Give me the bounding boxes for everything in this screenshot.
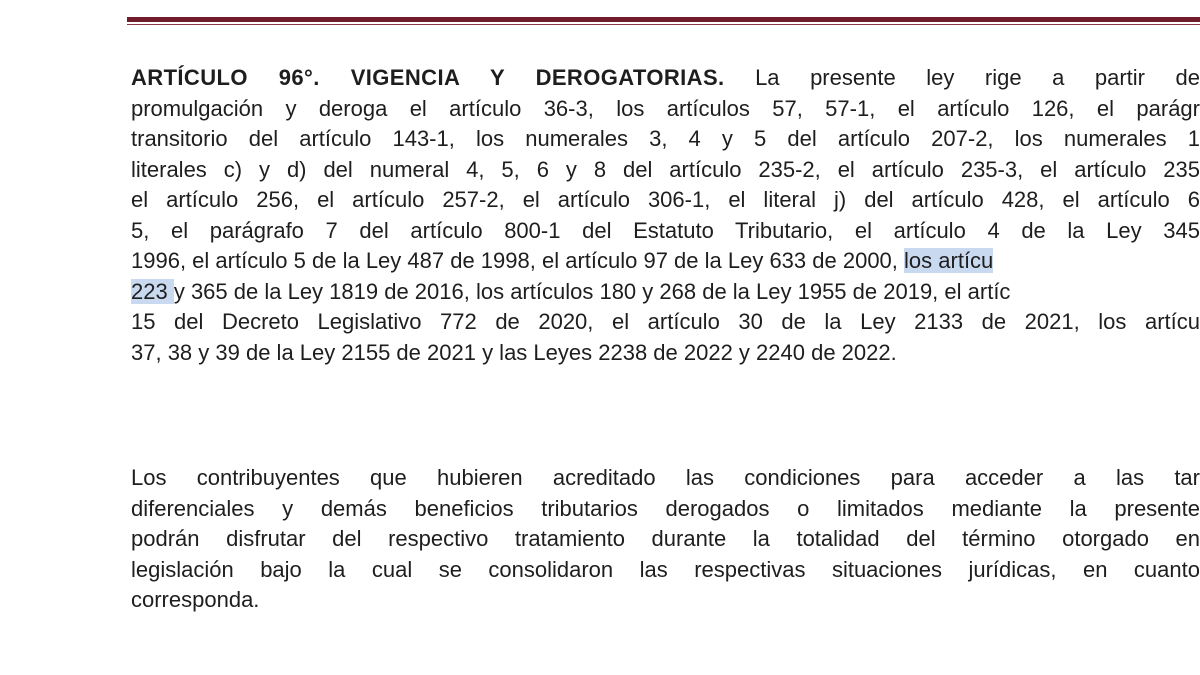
text-selection-highlight[interactable]: los artícu bbox=[904, 248, 994, 273]
paragraph-line: legislación bajo la cual se consolidaron las respectivas situaciones jurídicas, en cuanto bbox=[131, 556, 1200, 582]
article-heading: ARTÍCULO 96°. VIGENCIA Y DEROGATORIAS. bbox=[131, 65, 725, 90]
paragraph-line: podrán disfrutar del respectivo tratamiento durante la totalidad del término otorgado en bbox=[131, 526, 1200, 551]
paragraph-text: y 365 de la Ley 1819 de 2016, los artículos 180 y 268 de la Ley 1955 de 2019, el artíc bbox=[173, 278, 1011, 304]
paragraph-line bbox=[131, 63, 1200, 94]
paragraph-line: el artículo 256, el artículo 257-2, el artículo 306-1, el literal j) del artículo 428, el artículo 6 bbox=[131, 187, 1200, 212]
paragraph-line: 5, el parágrafo 7 del artículo 800-1 del Estatuto Tributario, el artículo 4 de la Ley 345 bbox=[131, 217, 1200, 243]
paragraph-line: 15 del Decreto Legislativo 772 de 2020, el artículo 30 de la Ley 2133 de 2021, los artícu bbox=[131, 309, 1200, 334]
paragraph-line: diferenciales y demás beneficios tributarios derogados o limitados mediante la presente bbox=[131, 495, 1200, 521]
article-96-paragraph bbox=[131, 63, 1200, 368]
header-rule bbox=[127, 17, 1200, 26]
paragraph-text: La presente ley rige a partir de bbox=[724, 65, 1200, 90]
paragraph-line: 37, 38 y 39 de la Ley 2155 de 2021 y las Leyes 2238 de 2022 y 2240 de 2022. bbox=[131, 339, 897, 365]
paragraph-line: promulgación y deroga el artículo 36-3, los artículos 57, 57-1, el artículo 126, el parágr bbox=[131, 95, 1200, 121]
transition-paragraph bbox=[131, 463, 1200, 616]
paragraph-line: Los contribuyentes que hubieren acreditado las condiciones para acceder a las tar bbox=[131, 465, 1200, 490]
paragraph-line bbox=[131, 277, 1200, 308]
paragraph-line: transitorio del artículo 143-1, los numerales 3, 4 y 5 del artículo 207-2, los numerales 1 bbox=[131, 126, 1200, 151]
header-rule-thick bbox=[127, 17, 1200, 22]
header-rule-thin bbox=[127, 24, 1200, 25]
paragraph-text: 1996, el artículo 5 de la Ley 487 de 1998, el artículo 97 de la Ley 633 de 2000, bbox=[131, 248, 905, 273]
text-selection-highlight[interactable]: 223 bbox=[131, 278, 174, 304]
paragraph-line: corresponda. bbox=[131, 587, 260, 612]
paragraph-line bbox=[131, 246, 1200, 277]
paragraph-line: literales c) y d) del numeral 4, 5, 6 y 8 del artículo 235-2, el artículo 235-3, el artículo 235 bbox=[131, 156, 1200, 182]
